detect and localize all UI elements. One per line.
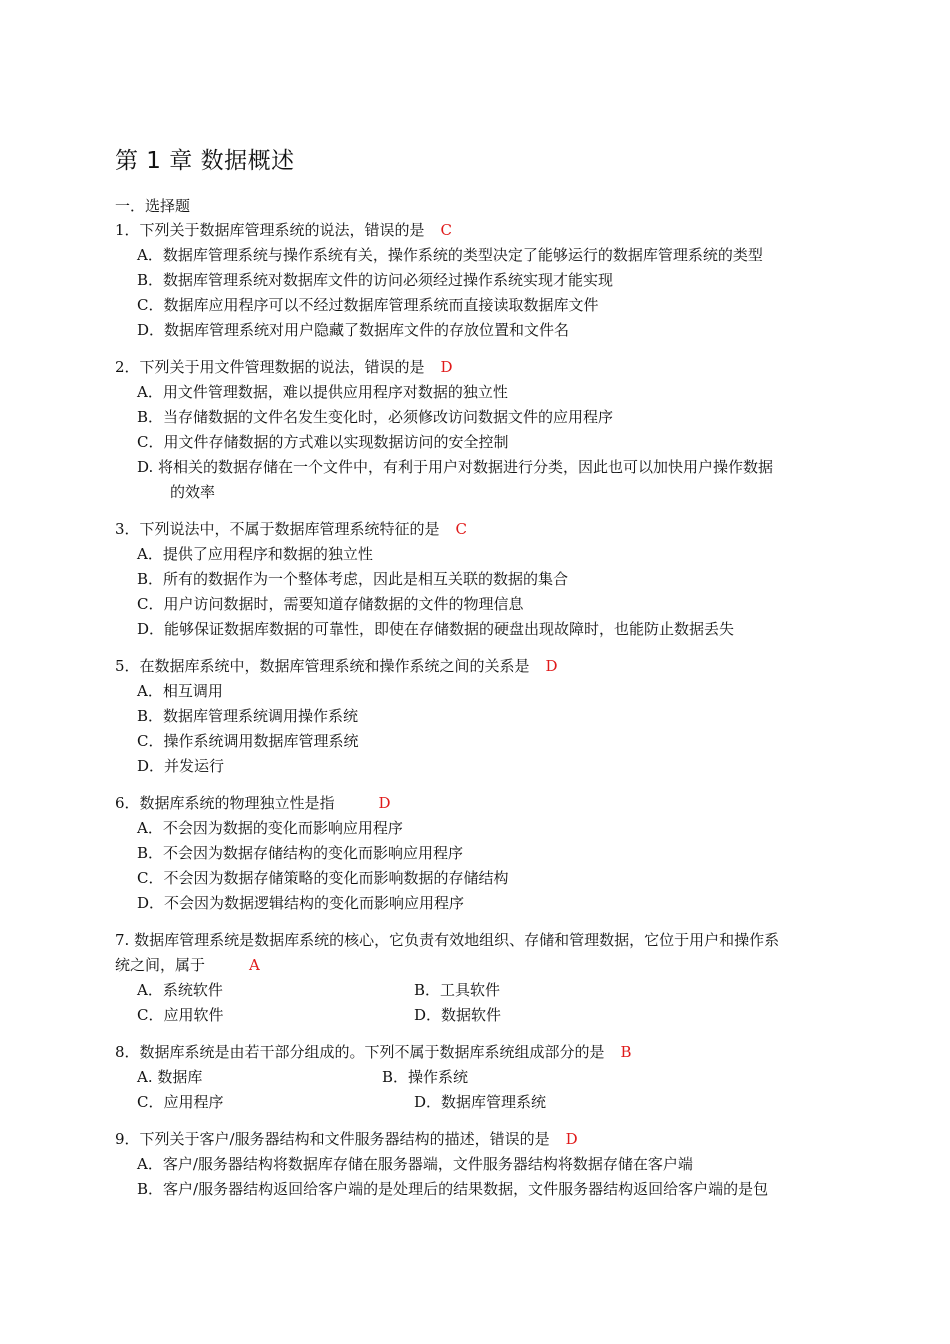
- option-d: D．不会因为数据逻辑结构的变化而影响应用程序: [137, 894, 465, 912]
- option-c: C．不会因为数据存储策略的变化而影响数据的存储结构: [137, 869, 509, 887]
- question-stem: 统之间，属于: [115, 956, 206, 974]
- option-b: B．所有的数据作为一个整体考虑，因此是相互关联的数据的集合: [137, 570, 569, 588]
- option-a: A．数据库管理系统与操作系统有关，操作系统的类型决定了能够运行的数据库管理系统的类型: [137, 246, 763, 264]
- question-5: [115, 657, 558, 675]
- question-3: [115, 520, 467, 538]
- question-stem: 5．在数据库系统中，数据库管理系统和操作系统之间的关系是: [115, 657, 530, 675]
- answer-mark: A: [249, 956, 260, 974]
- option-a: A．提供了应用程序和数据的独立性: [137, 545, 373, 563]
- option-b: B．数据库管理系统调用操作系统: [137, 707, 359, 725]
- question-7: 7. 数据库管理系统是数据库系统的核心，它负责有效地组织、存储和管理数据，它位于用户和操作系: [115, 931, 780, 949]
- option-a: A．系统软件: [137, 981, 223, 999]
- option-c: C．操作系统调用数据库管理系统: [137, 732, 359, 750]
- question-stem: 2．下列关于用文件管理数据的说法，错误的是: [115, 358, 425, 376]
- answer-mark: C: [440, 221, 453, 239]
- question-stem: 8．数据库系统是由若干部分组成的。下列不属于数据库系统组成部分的是: [115, 1043, 605, 1061]
- question-8: [115, 1043, 632, 1061]
- option-d: D．数据软件: [414, 1006, 502, 1024]
- option-d: D．并发运行: [137, 757, 225, 775]
- question-7-continuation: [115, 956, 260, 974]
- section-heading: 一．选择题: [115, 197, 191, 215]
- option-c: C．应用软件: [137, 1006, 224, 1024]
- option-d: D．能够保证数据库数据的可靠性，即使在存储数据的硬盘出现故障时，也能防止数据丢失: [137, 620, 735, 638]
- question-stem: 9．下列关于客户/服务器结构和文件服务器结构的描述，错误的是: [115, 1130, 550, 1148]
- option-b: B．工具软件: [414, 981, 501, 999]
- question-6: [115, 794, 391, 812]
- option-b: B．客户/服务器结构返回给客户端的是处理后的结果数据，文件服务器结构返回给客户端的是包: [137, 1180, 769, 1198]
- answer-mark: D: [440, 358, 453, 376]
- answer-mark: C: [455, 520, 468, 538]
- answer-mark: B: [620, 1043, 632, 1061]
- option-a: A．相互调用: [137, 682, 223, 700]
- option-b: B．当存储数据的文件名发生变化时，必须修改访问数据文件的应用程序: [137, 408, 614, 426]
- question-9: [115, 1130, 578, 1148]
- option-d-continuation: 的效率: [170, 483, 216, 501]
- question-stem: 1．下列关于数据库管理系统的说法，错误的是: [115, 221, 425, 239]
- question-stem: 6．数据库系统的物理独立性是指: [115, 794, 335, 812]
- answer-mark: D: [545, 657, 558, 675]
- chapter-title: 第 1 章 数据概述: [115, 148, 295, 174]
- option-a: A．不会因为数据的变化而影响应用程序: [137, 819, 403, 837]
- option-c: C．应用程序: [137, 1093, 224, 1111]
- option-b: B．不会因为数据存储结构的变化而影响应用程序: [137, 844, 464, 862]
- option-c: C．数据库应用程序可以不经过数据库管理系统而直接读取数据库文件: [137, 296, 599, 314]
- option-b: B．数据库管理系统对数据库文件的访问必须经过操作系统实现才能实现: [137, 271, 614, 289]
- option-b: B．操作系统: [382, 1068, 469, 1086]
- option-a: A. 数据库: [137, 1068, 203, 1086]
- question-stem: 3．下列说法中，不属于数据库管理系统特征的是: [115, 520, 440, 538]
- question-1: [115, 221, 452, 239]
- option-c: C．用文件存储数据的方式难以实现数据访问的安全控制: [137, 433, 509, 451]
- option-d: D．数据库管理系统: [414, 1093, 547, 1111]
- option-c: C．用户访问数据时，需要知道存储数据的文件的物理信息: [137, 595, 524, 613]
- answer-mark: D: [565, 1130, 578, 1148]
- option-d: D. 将相关的数据存储在一个文件中，有利于用户对数据进行分类，因此也可以加快用户操作数据: [137, 458, 774, 476]
- answer-mark: D: [378, 794, 391, 812]
- option-a: A．用文件管理数据，难以提供应用程序对数据的独立性: [137, 383, 508, 401]
- option-d: D．数据库管理系统对用户隐藏了数据库文件的存放位置和文件名: [137, 321, 570, 339]
- question-2: [115, 358, 453, 376]
- option-a: A．客户/服务器结构将数据库存储在服务器端，文件服务器结构将数据存储在客户端: [137, 1155, 693, 1173]
